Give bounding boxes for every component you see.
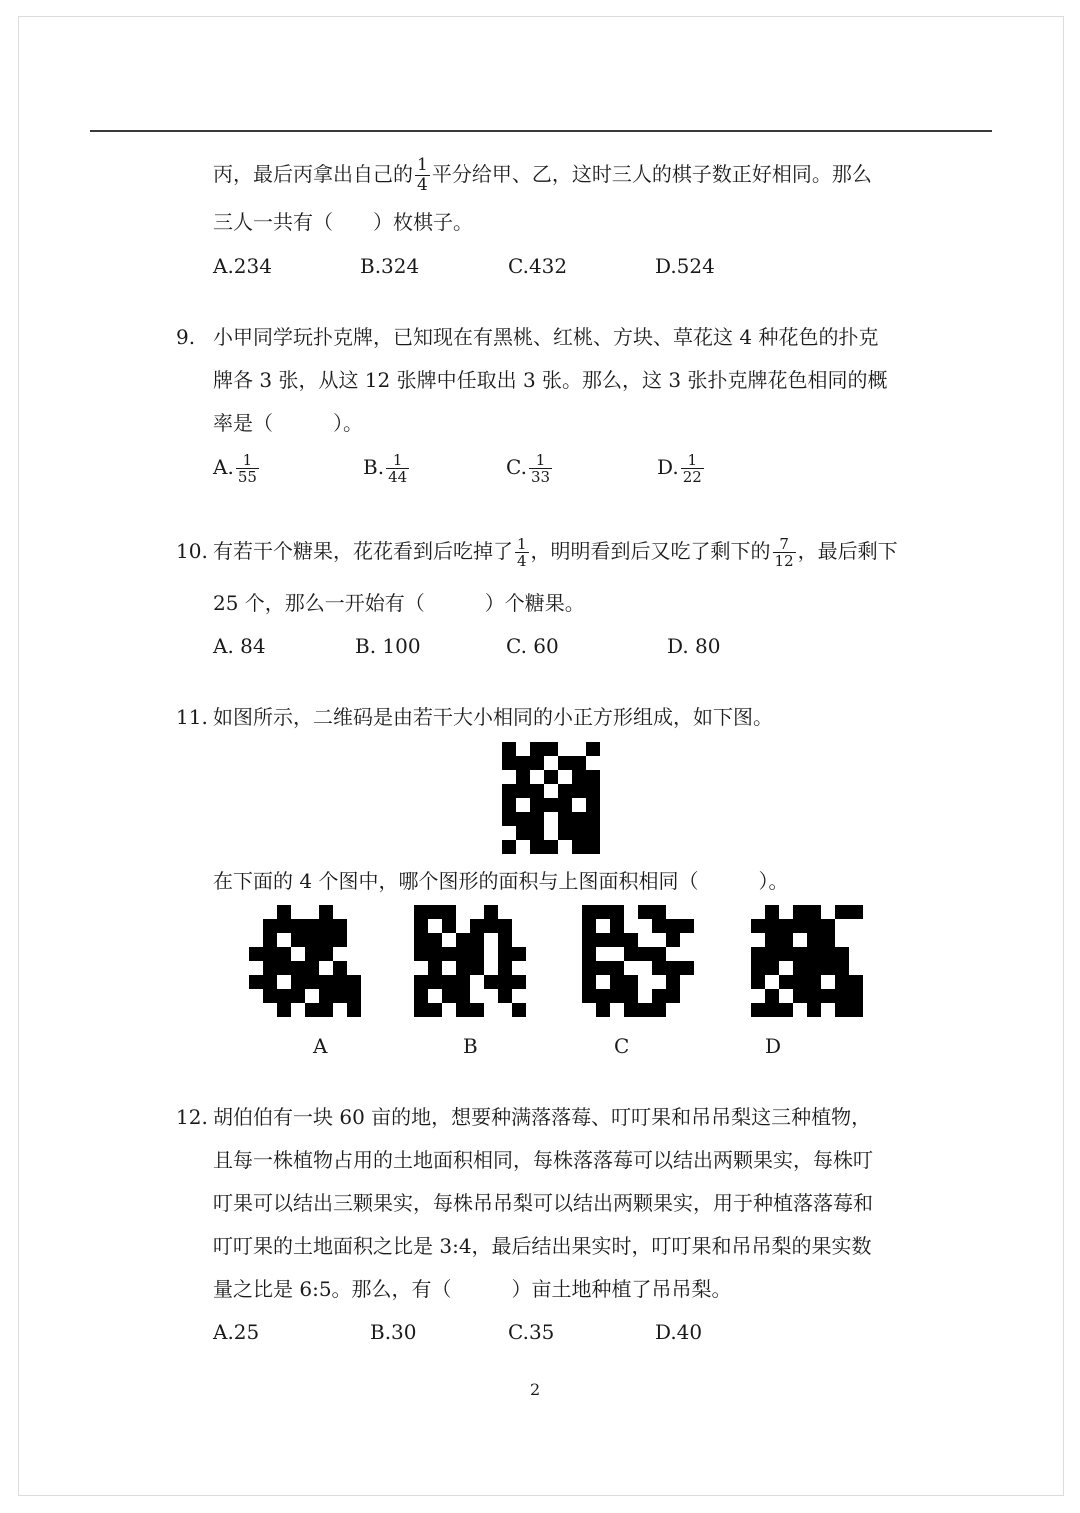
q12-option-d: D.40 (655, 1320, 703, 1344)
q9-option-a-num: 1 (242, 451, 253, 469)
q8-option-a: A.234 (213, 254, 272, 278)
q9-line-2: 牌各 3 张，从这 12 张牌中任取出 3 张。那么，这 3 张扑克牌花色相同的概 (213, 368, 888, 392)
header-rule (90, 130, 992, 132)
q10-fraction-1 (515, 536, 529, 569)
qr-option-b-figure (414, 905, 526, 1017)
q9-line-1: 小甲同学玩扑克牌，已知现在有黑桃、红桃、方块、草花这 4 种花色的扑克 (213, 325, 879, 349)
q10-text-c: ，最后剩下 (797, 539, 898, 563)
q8-text-a: 丙，最后丙拿出自己的 (213, 162, 413, 186)
q12-line-3: 叮果可以结出三颗果实，每株吊吊梨可以结出两颗果实，用于种植落落莓和 (213, 1191, 873, 1215)
q10-option-c: C. 60 (506, 634, 559, 658)
q10-line-1 (213, 536, 898, 569)
q10-frac2-num: 7 (779, 535, 789, 553)
q9-option-d-den: 22 (682, 468, 702, 486)
q9-option-c-num: 1 (535, 451, 546, 469)
q12-line-2: 且每一株植物占用的土地面积相同，每株落落莓可以结出两颗果实，每株叮 (213, 1148, 873, 1172)
q9-option-d-label: D. (657, 455, 679, 479)
q12-line-5: 量之比是 6:5。那么，有（ ）亩土地种植了吊吊梨。 (213, 1277, 732, 1301)
q8-frac-num: 1 (417, 155, 428, 175)
qr-option-a-figure (249, 905, 361, 1017)
q10-option-a: A. 84 (213, 634, 266, 658)
q9-option-d-num: 1 (687, 451, 697, 469)
q9-option-d-fraction (681, 452, 704, 485)
q11-line-1: 如图所示，二维码是由若干大小相同的小正方形组成，如下图。 (213, 705, 773, 729)
q9-option-b-num: 1 (392, 451, 403, 469)
q9-number: 9. (176, 325, 196, 349)
q12-number: 12. (176, 1105, 208, 1129)
q8-option-b: B.324 (360, 254, 420, 278)
page-number: 2 (530, 1380, 541, 1399)
q10-text-a: 有若干个糖果，花花看到后吃掉了 (213, 539, 513, 563)
figure-label-c: C (614, 1034, 630, 1058)
qr-target-figure (502, 742, 614, 854)
q9-option-b-den: 44 (388, 468, 408, 486)
q9-option-b-label: B. (363, 455, 385, 479)
q10-frac1-den: 4 (517, 552, 527, 570)
q10-fraction-2 (773, 536, 796, 569)
q10-option-b: B. 100 (355, 634, 421, 658)
q12-line-1: 胡伯伯有一块 60 亩的地，想要种满落落莓、叮叮果和吊吊梨这三种植物， (213, 1105, 872, 1129)
q8-fraction (415, 156, 430, 195)
q10-frac2-den: 12 (774, 552, 794, 570)
q9-option-c-fraction (529, 452, 552, 485)
q12-option-b: B.30 (370, 1320, 417, 1344)
q8-text-b: 平分给甲、乙，这时三人的棋子数正好相同。那么 (431, 162, 872, 186)
q10-option-d: D. 80 (667, 634, 721, 658)
q9-option-a-fraction (236, 452, 259, 485)
qr-option-c-figure (582, 905, 694, 1017)
q8-option-d: D.524 (655, 254, 715, 278)
q9-option-a-den: 55 (237, 468, 257, 486)
figure-label-b: B (463, 1034, 478, 1058)
q10-frac1-num: 1 (517, 535, 527, 553)
figure-label-a: A (313, 1034, 328, 1058)
qr-option-d-figure (751, 905, 863, 1017)
figure-label-d: D (765, 1034, 782, 1058)
q9-line-3: 率是（ ）。 (213, 411, 363, 435)
q8-line-2: 三人一共有（ ）枚棋子。 (213, 210, 473, 234)
q10-number: 10. (176, 539, 208, 563)
q8-option-c: C.432 (508, 254, 568, 278)
q8-frac-den: 4 (417, 175, 428, 195)
q9-option-d (657, 452, 706, 485)
q9-option-b-fraction (386, 452, 409, 485)
q10-text-b: ，明明看到后又吃了剩下的 (530, 539, 771, 563)
q9-option-c-den: 33 (530, 468, 551, 486)
q9-option-a-label: A. (213, 455, 234, 479)
q9-option-c (506, 452, 554, 485)
q11-line-2: 在下面的 4 个图中，哪个图形的面积与上图面积相同（ ）。 (213, 869, 789, 893)
q9-option-c-label: C. (506, 455, 527, 479)
q11-number: 11. (176, 705, 208, 729)
q10-line-2: 25 个，那么一开始有（ ）个糖果。 (213, 591, 585, 615)
q8-line-1 (213, 156, 872, 195)
q12-option-c: C.35 (508, 1320, 555, 1344)
q12-line-4: 叮叮果的土地面积之比是 3:4，最后结出果实时，叮叮果和吊吊梨的果实数 (213, 1234, 872, 1258)
q12-option-a: A.25 (213, 1320, 260, 1344)
q9-option-b (363, 452, 411, 485)
q9-option-a (213, 452, 261, 485)
